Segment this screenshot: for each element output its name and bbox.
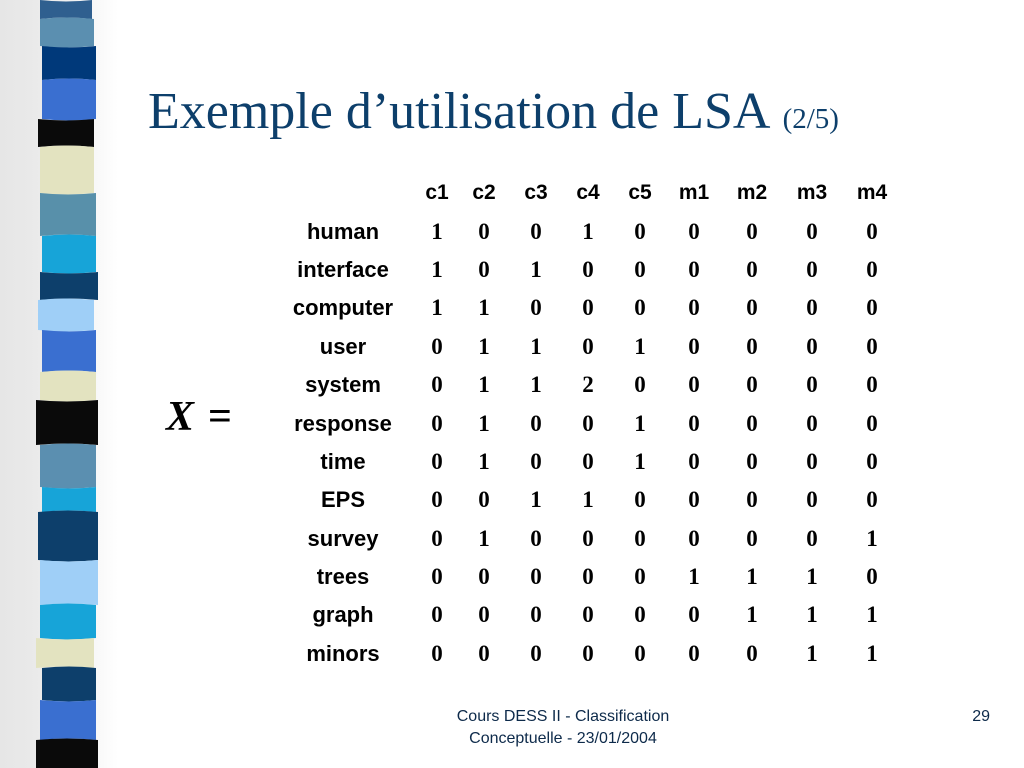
strip-block <box>40 193 96 236</box>
strip-block <box>40 560 98 605</box>
matrix-cell: 1 <box>806 602 818 628</box>
column-header-c4: c4 <box>576 181 600 205</box>
matrix-cell: 0 <box>582 410 594 436</box>
strip-block <box>40 700 96 740</box>
matrix-cell: 0 <box>746 372 758 398</box>
decorative-color-strip <box>0 0 120 768</box>
row-label: graph <box>312 602 374 628</box>
footer-line-2: Conceptuelle - 23/01/2004 <box>469 730 657 747</box>
matrix-cell: 0 <box>634 564 646 590</box>
matrix-cell: 1 <box>746 602 758 628</box>
matrix-cell: 1 <box>582 218 594 244</box>
matrix-cell: 1 <box>431 256 443 282</box>
matrix-cell: 1 <box>478 333 490 359</box>
matrix-cell: 0 <box>806 372 818 398</box>
strip-block <box>38 119 94 147</box>
matrix-cell: 1 <box>478 410 490 436</box>
matrix-cell: 1 <box>431 295 443 321</box>
matrix-cell: 0 <box>431 333 443 359</box>
matrix-cell: 0 <box>478 256 490 282</box>
matrix-cell: 0 <box>530 448 542 474</box>
matrix-row-eps <box>270 481 902 519</box>
matrix-row-computer <box>270 289 902 327</box>
row-label: human <box>306 218 380 244</box>
matrix-cell: 0 <box>688 295 700 321</box>
matrix-cell: 1 <box>866 640 878 666</box>
matrix-cell: 0 <box>866 218 878 244</box>
strip-block <box>38 299 94 332</box>
matrix-cell: 0 <box>806 410 818 436</box>
matrix-cell: 0 <box>431 525 443 551</box>
row-label: computer <box>292 295 394 321</box>
matrix-cell: 0 <box>746 487 758 513</box>
matrix-cell: 0 <box>530 410 542 436</box>
matrix-cell: 0 <box>582 564 594 590</box>
strip-block <box>42 79 96 121</box>
matrix-cell: 0 <box>431 602 443 628</box>
row-label: response <box>294 410 392 436</box>
matrix-cell: 1 <box>806 564 818 590</box>
matrix-cell: 0 <box>688 218 700 244</box>
matrix-cell: 0 <box>806 525 818 551</box>
matrix-cell: 0 <box>478 218 490 244</box>
matrix-cell: 0 <box>530 295 542 321</box>
matrix-cell: 0 <box>866 564 878 590</box>
strip-block <box>40 604 96 640</box>
matrix-row-system <box>270 366 902 404</box>
matrix-cell: 0 <box>634 372 646 398</box>
matrix-cell: 0 <box>746 295 758 321</box>
matrix-cell: 1 <box>746 564 758 590</box>
matrix-cell: 0 <box>530 218 542 244</box>
matrix-cell: 1 <box>866 525 878 551</box>
matrix-cell: 0 <box>746 448 758 474</box>
matrix-cell: 1 <box>582 487 594 513</box>
strip-block <box>40 444 96 489</box>
matrix-cell: 1 <box>530 487 542 513</box>
matrix-cell: 0 <box>582 256 594 282</box>
strip-block <box>40 146 94 195</box>
column-header-c2: c2 <box>472 181 496 205</box>
matrix-cell: 0 <box>530 564 542 590</box>
row-label: minors <box>306 640 380 666</box>
matrix-cell: 0 <box>806 333 818 359</box>
matrix-cell: 1 <box>478 372 490 398</box>
matrix-cell: 1 <box>478 448 490 474</box>
matrix-cell: 0 <box>688 602 700 628</box>
strip-block <box>42 235 96 274</box>
matrix-cell: 0 <box>806 218 818 244</box>
matrix-cell: 0 <box>866 295 878 321</box>
column-header-c5: c5 <box>628 181 652 205</box>
matrix-cell: 0 <box>478 564 490 590</box>
matrix-cell: 0 <box>582 448 594 474</box>
matrix-cell: 0 <box>806 448 818 474</box>
matrix-cell: 0 <box>431 410 443 436</box>
matrix-cell: 0 <box>582 525 594 551</box>
matrix-cell: 0 <box>746 333 758 359</box>
matrix-header-row <box>270 174 902 212</box>
matrix-cell: 0 <box>866 256 878 282</box>
slide-title <box>148 83 839 140</box>
matrix-cell: 0 <box>582 602 594 628</box>
matrix-row-time <box>270 443 902 481</box>
matrix-row-graph <box>270 596 902 634</box>
slide-footer <box>400 706 726 750</box>
row-label: survey <box>307 525 379 551</box>
matrix-header <box>270 174 902 212</box>
matrix-cell: 0 <box>688 487 700 513</box>
matrix-cell: 0 <box>806 256 818 282</box>
matrix-cell: 1 <box>634 448 646 474</box>
matrix-cell: 1 <box>431 218 443 244</box>
matrix-corner-cell <box>270 174 416 212</box>
row-label: system <box>305 372 381 398</box>
column-header-m4: m4 <box>856 181 888 205</box>
matrix-cell: 1 <box>478 525 490 551</box>
strip-block <box>42 667 96 702</box>
matrix-cell: 1 <box>634 410 646 436</box>
matrix-cell: 0 <box>634 602 646 628</box>
column-header-m3: m3 <box>796 181 828 205</box>
matrix-cell: 1 <box>806 640 818 666</box>
strip-block <box>36 638 94 668</box>
slide-title-main: Exemple d’utilisation de LSA <box>148 83 768 140</box>
matrix-cell: 0 <box>866 487 878 513</box>
matrix-cell: 0 <box>530 525 542 551</box>
matrix-cell: 0 <box>688 256 700 282</box>
strip-block <box>36 739 98 768</box>
matrix-cell: 0 <box>866 448 878 474</box>
strip-block <box>42 46 96 80</box>
matrix-cell: 0 <box>746 256 758 282</box>
strip-block <box>40 0 92 19</box>
strip-block <box>42 487 96 512</box>
matrix-cell: 0 <box>806 487 818 513</box>
matrix-cell: 1 <box>530 256 542 282</box>
matrix-cell: 0 <box>806 295 818 321</box>
matrix-cell: 0 <box>866 333 878 359</box>
matrix-cell: 0 <box>634 218 646 244</box>
column-header-c1: c1 <box>425 181 449 205</box>
matrix-cell: 0 <box>478 487 490 513</box>
matrix-cell: 0 <box>431 640 443 666</box>
matrix-cell: 0 <box>582 333 594 359</box>
matrix-cell: 0 <box>746 640 758 666</box>
matrix-cell: 0 <box>582 640 594 666</box>
strip-block <box>36 400 98 445</box>
matrix-equation-label <box>166 396 232 438</box>
row-label: EPS <box>320 487 366 513</box>
matrix-cell: 0 <box>431 448 443 474</box>
matrix-cell: 0 <box>634 487 646 513</box>
matrix-row-survey <box>270 520 902 558</box>
matrix-cell: 0 <box>688 410 700 436</box>
row-label: trees <box>316 564 370 590</box>
matrix-cell: 0 <box>688 333 700 359</box>
column-header-m2: m2 <box>736 181 768 205</box>
matrix-cell: 0 <box>746 218 758 244</box>
matrix-symbol: X <box>166 394 195 440</box>
strip-block <box>38 511 98 562</box>
matrix-cell: 2 <box>582 372 594 398</box>
matrix-cell: 1 <box>688 564 700 590</box>
equals-sign: = <box>208 394 232 440</box>
matrix-row-human <box>270 212 902 250</box>
page-number: 29 <box>972 708 990 725</box>
column-header-m1: m1 <box>678 181 710 205</box>
matrix-cell: 0 <box>634 640 646 666</box>
matrix-cell: 1 <box>634 333 646 359</box>
term-document-matrix <box>270 174 902 673</box>
matrix-cell: 0 <box>582 295 594 321</box>
strip-block <box>40 18 94 48</box>
matrix-cell: 0 <box>478 640 490 666</box>
row-label: interface <box>297 256 389 282</box>
matrix-row-user <box>270 328 902 366</box>
matrix-cell: 0 <box>634 525 646 551</box>
column-header-c3: c3 <box>524 181 548 205</box>
matrix-cell: 1 <box>866 602 878 628</box>
matrix-body <box>270 212 902 673</box>
footer-line-1: Cours DESS II - Classification <box>456 708 670 725</box>
matrix-cell: 0 <box>688 372 700 398</box>
row-label: user <box>319 333 367 359</box>
matrix-row-minors <box>270 635 902 673</box>
matrix-cell: 0 <box>530 640 542 666</box>
matrix-cell: 0 <box>866 410 878 436</box>
matrix-cell: 1 <box>478 295 490 321</box>
matrix-cell: 0 <box>866 372 878 398</box>
matrix-row-response <box>270 404 902 442</box>
strip-block <box>40 371 96 402</box>
matrix-cell: 0 <box>634 256 646 282</box>
matrix-cell: 0 <box>746 410 758 436</box>
matrix-cell: 0 <box>431 372 443 398</box>
matrix-row-trees <box>270 558 902 596</box>
matrix-cell: 0 <box>431 487 443 513</box>
matrix-cell: 1 <box>530 333 542 359</box>
matrix-row-interface <box>270 251 902 289</box>
matrix-cell: 0 <box>478 602 490 628</box>
matrix-cell: 0 <box>431 564 443 590</box>
matrix-cell: 0 <box>746 525 758 551</box>
strip-block <box>40 272 98 300</box>
matrix-cell: 0 <box>530 602 542 628</box>
matrix-cell: 1 <box>530 372 542 398</box>
matrix-cell: 0 <box>634 295 646 321</box>
matrix-cell: 0 <box>688 525 700 551</box>
row-label: time <box>320 448 366 474</box>
slide-title-counter: (2/5) <box>782 103 839 135</box>
matrix-cell: 0 <box>688 448 700 474</box>
matrix-cell: 0 <box>688 640 700 666</box>
strip-block <box>42 330 96 372</box>
